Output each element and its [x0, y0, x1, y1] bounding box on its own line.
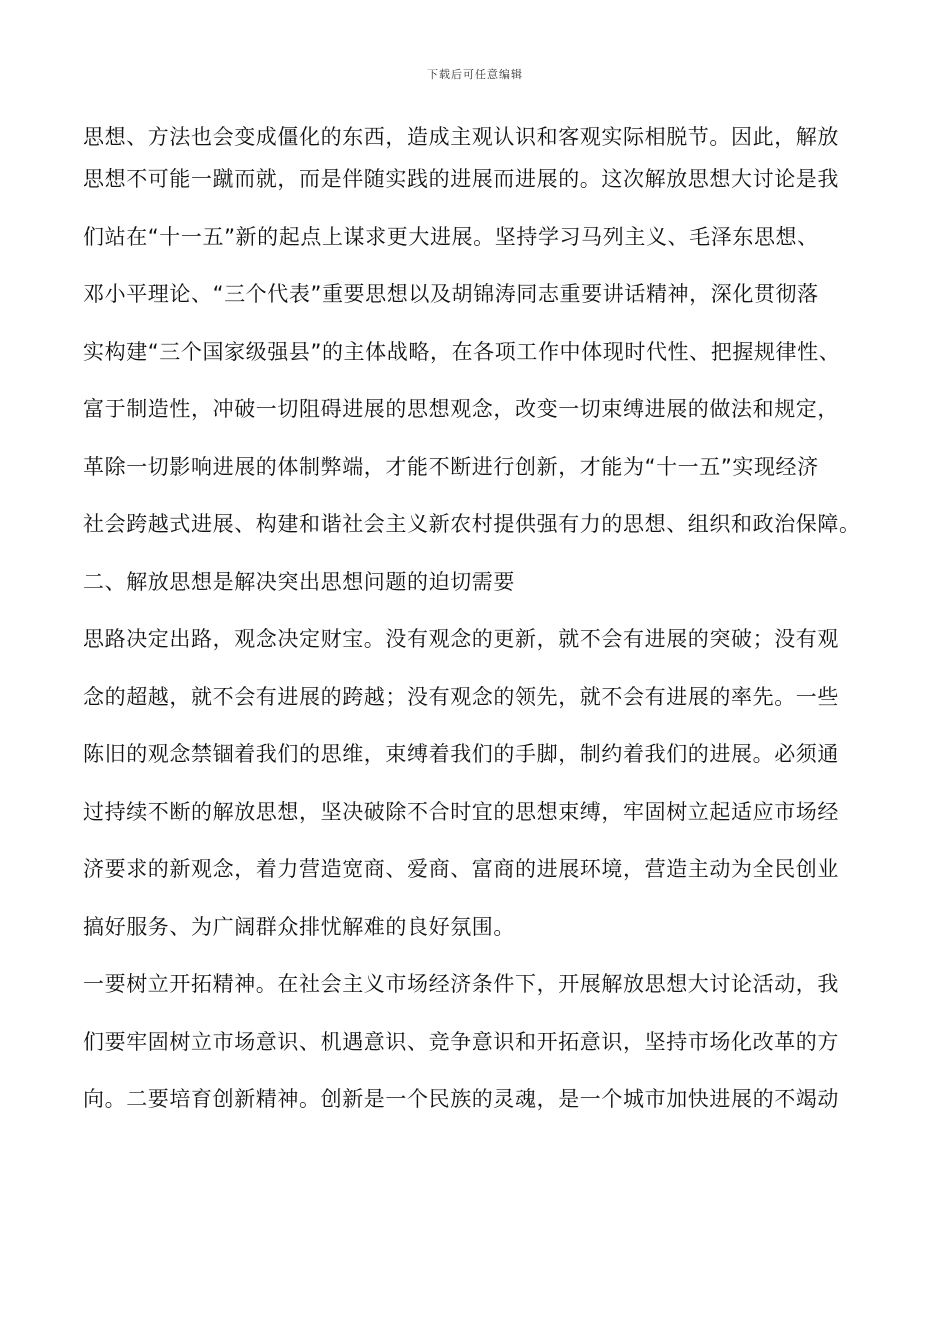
- text-line: 邓小平理论、“三个代表”重要思想以及胡锦涛同志重要讲话精神，深化贯彻落: [83, 282, 819, 306]
- text-line: 一要树立开拓精神。在社会主义市场经济条件下，开展解放思想大讨论活动，我: [83, 972, 839, 996]
- document-body: [83, 121, 883, 1141]
- text-line: 念的超越，就不会有进展的跨越；没有观念的领先，就不会有进展的率先。一些: [83, 684, 839, 709]
- text-line: 富于制造性，冲破一切阻碍进展的思想观念，改变一切束缚进展的做法和规定，: [83, 397, 839, 421]
- text-line: 实构建“三个国家级强县”的主体战略，在各项工作中体现时代性、把握规律性、: [83, 339, 841, 364]
- section-heading: 二、解放思想是解决突出思想问题的迫切需要: [83, 569, 515, 594]
- text-line: 思想不可能一蹴而就，而是伴随实践的进展而进展的。这次解放思想大讨论是我: [83, 167, 839, 191]
- text-line: 陈旧的观念禁锢着我们的思维，束缚着我们的手脚，制约着我们的进展。必须通: [83, 742, 839, 766]
- text-line: 过持续不断的解放思想，坚决破除不合时宜的思想束缚，牢固树立起适应市场经: [83, 799, 839, 824]
- text-line: 们站在“十一五”新的起点上谋求更大进展。坚持学习马列主义、毛泽东思想、: [83, 224, 819, 249]
- text-line: 济要求的新观念，着力营造宽商、爱商、富商的进展环境，营造主动为全民创业: [83, 857, 839, 881]
- text-line: 搞好服务、为广阔群众排忧解难的良好氛围。: [83, 914, 515, 939]
- page-header: 下载后可任意编辑: [427, 68, 523, 81]
- text-line: 思路决定出路，观念决定财宝。没有观念的更新，就不会有进展的突破；没有观: [83, 627, 839, 651]
- text-line: 向。二要培育创新精神。创新是一个民族的灵魂，是一个城市加快进展的不竭动: [83, 1087, 839, 1111]
- text-line: 革除一切影响进展的体制弊端，才能不断进行创新，才能为“十一五”实现经济: [83, 454, 819, 479]
- text-line: 社会跨越式进展、构建和谐社会主义新农村提供强有力的思想、组织和政治保障。: [83, 512, 861, 536]
- text-line: 们要牢固树立市场意识、机遇意识、竞争意识和开拓意识，坚持市场化改革的方: [83, 1029, 839, 1054]
- text-line: 思想、方法也会变成僵化的东西，造成主观认识和客观实际相脱节。因此，解放: [83, 125, 839, 149]
